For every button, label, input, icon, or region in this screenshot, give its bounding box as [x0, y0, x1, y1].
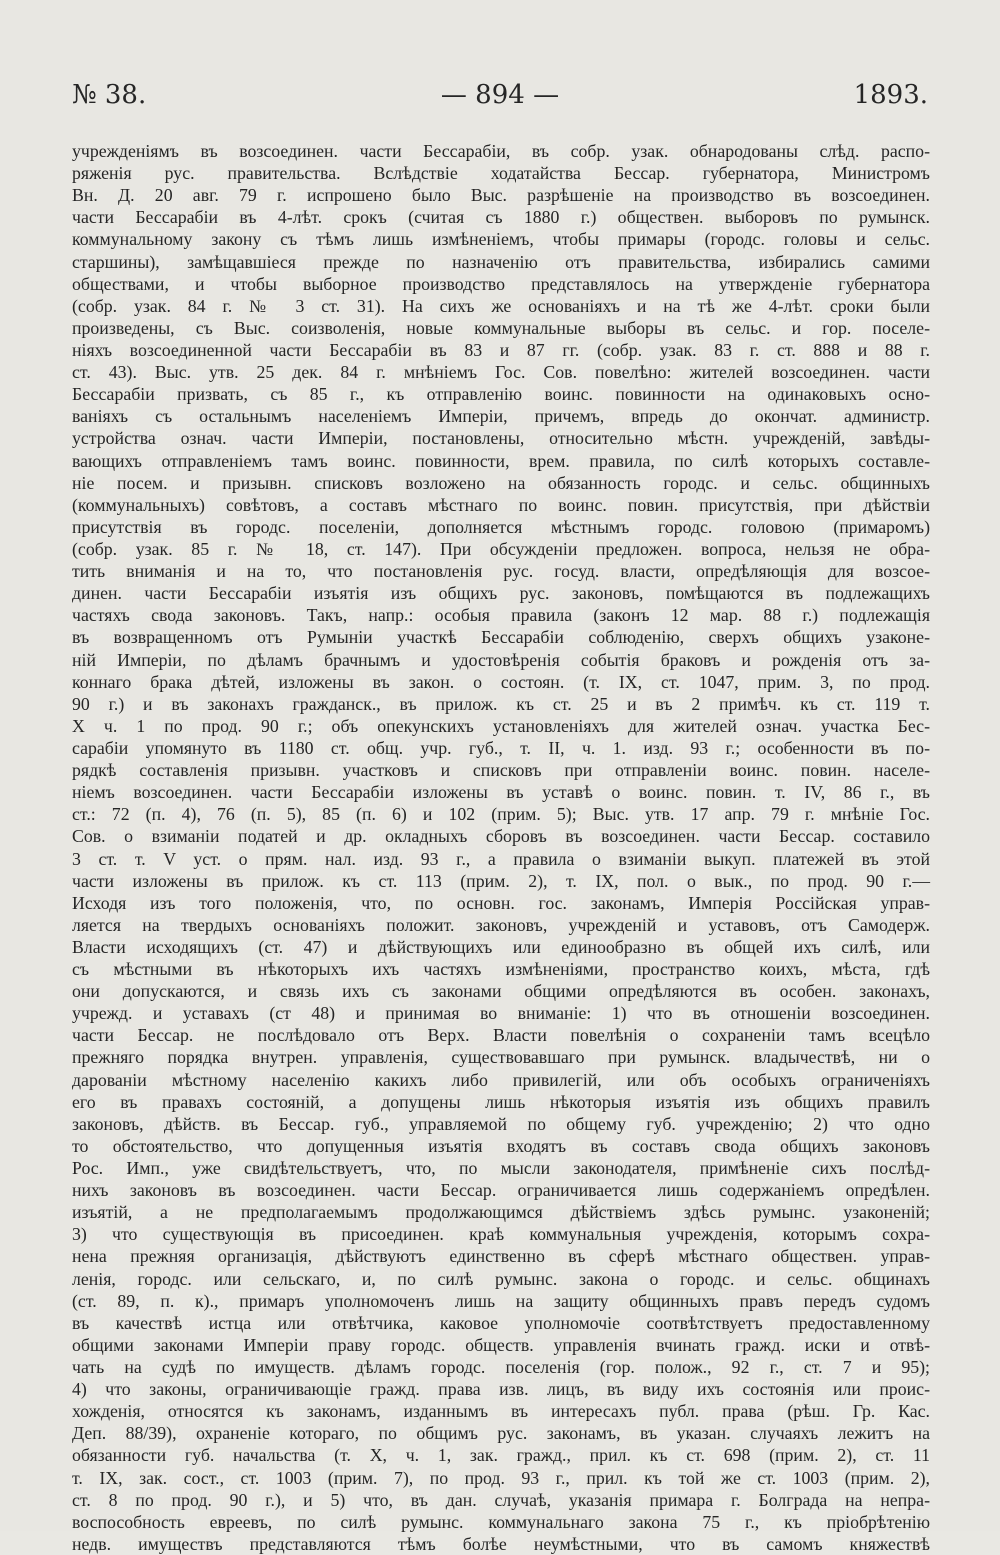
text-line: ній Имперіи, по дѣламъ брачнымъ и удостовѣренія событія браковъ и рожденія отъ за-: [72, 649, 930, 670]
text-line: ляется на твердыхъ основаніяхъ положит. законовъ, учрежденій и уставовъ, отъ Самодерж.: [72, 914, 930, 935]
text-line: сарабіи упомянуто въ 1180 ст. общ. учр. губ., т. II, ч. 1. изд. 93 г.; особенности въ по-: [72, 737, 930, 758]
text-line: 90 г.) и въ законахъ гражданск., въ прилож. къ ст. 25 и въ 2 примѣч. къ ст. 119 т.: [72, 693, 930, 714]
text-line: ряженія рус. правительства. Вслѣдствіе ходатайства Бессар. губернатора, Министромъ: [72, 163, 930, 184]
text-line: тить вниманія и на то, что постановленія рус. госуд. власти, опредѣляющія для возсое-: [72, 561, 930, 582]
text-line: ленія, городс. или сельскаго, и, по силѣ румынс. закона о городс. и сельс. общинахъ: [72, 1268, 930, 1289]
text-line: обязанности губ. начальства (т. X, ч. 1, зак. гражд., прил. къ ст. 698 (прим. 2), ст. 11: [72, 1445, 930, 1466]
text-line: X ч. 1 по прод. 90 г.; объ опекунскихъ установленіяхъ для жителей означ. участка Бес-: [72, 715, 930, 736]
text-line: (собр. узак. 85 г. № 18, ст. 147). При обсужденіи предложен. вопроса, нельзя не обра-: [72, 538, 930, 559]
text-line: его въ правахъ состояній, а допущены лишь нѣкоторыя изъятія изъ общихъ правилъ: [72, 1091, 930, 1112]
text-line: Власти исходящихъ (ст. 47) и дѣйствующихъ или единообразно въ общей ихъ силѣ, или: [72, 936, 930, 957]
issue-number: № 38.: [72, 80, 147, 110]
text-line: они допускаются, и связь ихъ съ законами общими опредѣляются въ особен. законахъ,: [72, 981, 930, 1002]
text-line: Вн. Д. 20 авг. 79 г. испрошено было Выс. разрѣшеніе на производство въ возсоединен.: [72, 185, 930, 206]
text-line: прежняго порядка внутрен. управленія, существовавшаго при румынск. владычествѣ, ни о: [72, 1047, 930, 1068]
text-line: съ мѣстными въ нѣкоторыхъ ихъ частяхъ измѣненіями, пространство коихъ, мѣста, гдѣ: [72, 959, 930, 980]
text-line: въ возвращенномъ отъ Румыніи участкѣ Бессарабіи соблюденію, сверхъ общихъ узаконе-: [72, 627, 930, 648]
text-line: дарованіи мѣстному населенію какихъ либо привилегій, или объ особыхъ ограниченіяхъ: [72, 1069, 930, 1090]
text-line: (коммунальныхъ) совѣтовъ, а составъ мѣстнаго по воинс. повин. присутствія, при дѣйствіи: [72, 494, 930, 515]
body-text: [72, 140, 930, 1555]
text-line: хожденія, относятся къ законамъ, изданнымъ въ интересахъ публ. права (рѣш. Гр. Кас.: [72, 1401, 930, 1422]
text-line: Бессарабіи призвать, съ 85 г., къ отправленію воинс. повинности на одинаковыхъ осно-: [72, 384, 930, 405]
text-line: нена прежняя организація, дѣйствуютъ единственно въ сферѣ мѣстнаго обществен. управ-: [72, 1246, 930, 1267]
text-line: чать на судѣ по имуществ. дѣламъ городс. поселенія (гор. полож., 92 г., ст. 7 и 95);: [72, 1357, 930, 1378]
text-line: ст. 43). Выс. утв. 25 дек. 84 г. мнѣніемъ Гос. Сов. повелѣно: жителей возсоединен. части: [72, 362, 930, 383]
text-line: воспособность евреевъ, по силѣ румынс. коммунальнаго закона 75 г., къ пріобрѣтенію: [72, 1511, 930, 1532]
year: 1893.: [853, 80, 928, 110]
text-line: части Бессарабіи въ 4-лѣт. срокъ (считая съ 1880 г.) обществен. выборовъ по румынск.: [72, 207, 930, 228]
text-line: устройства означ. части Имперіи, постановлены, относительно мѣстн. учрежденій, завѣды-: [72, 428, 930, 449]
text-line: ваніяхъ съ остальнымъ населеніемъ Имперіи, причемъ, впредь до окончат. администр.: [72, 406, 930, 427]
text-line: части Бессар. не послѣдовало отъ Верх. Власти повелѣнія о сохраненіи тамъ всецѣло: [72, 1025, 930, 1046]
text-line: въ качествѣ истца или отвѣтчика, каковое уполномочіе соотвѣтствуетъ предоставленному: [72, 1312, 930, 1333]
text-line: произведены, съ Выс. соизволенія, новые коммунальные выборы въ сельс. и гор. поселе-: [72, 317, 930, 338]
page-header: [72, 80, 928, 124]
text-line: частяхъ свода законовъ. Такъ, напр.: особыя правила (законъ 12 мар. 88 г.) подлежащія: [72, 605, 930, 626]
text-line: старшины), замѣщавшіеся прежде по назначенію отъ правительства, избирались самими: [72, 251, 930, 272]
text-line: ст. 8 по прод. 90 г.), и 5) что, въ дан. случаѣ, указанія примара г. Болграда на непра-: [72, 1489, 930, 1510]
text-line: т. IX, зак. сост., ст. 1003 (прим. 7), по прод. 93 г., прил. къ той же ст. 1003 (прим. 2),: [72, 1467, 930, 1488]
text-line: то обстоятельство, что допущенныя изъятія входятъ въ составъ свода общихъ законовъ: [72, 1135, 930, 1156]
text-line: Сов. о взиманіи податей и др. окладныхъ сборовъ въ возсоединен. части Бессар. составило: [72, 826, 930, 847]
text-line: ніе посем. и призывн. списковъ возложено на обязанность городс. и сельс. общинныхъ: [72, 472, 930, 493]
text-line: учрежденіямъ въ возсоединен. части Бессарабіи, въ собр. узак. обнародованы слѣд. распо-: [72, 141, 930, 161]
page-number: — 894 —: [440, 80, 560, 110]
text-line: коннаго брака дѣтей, изложены въ закон. о состоян. (т. IX, ст. 1047, прим. 3, по прод.: [72, 671, 930, 692]
text-line: обществами, и чтобы выборное производство представлялось на утвержденіе губернатора: [72, 273, 930, 294]
text-line: 4) что законы, ограничивающіе гражд. права изв. лицъ, въ виду ихъ состоянія или проис-: [72, 1379, 930, 1400]
text-line: (ст. 89, п. к)., примаръ уполномоченъ лишь на защиту общинныхъ правъ передъ судомъ: [72, 1290, 930, 1311]
text-line: ст.: 72 (п. 4), 76 (п. 5), 85 (п. 6) и 102 (прим. 5); Выс. утв. 17 апр. 79 г. мнѣніе Гос.: [72, 804, 930, 825]
text-line: ніемъ возсоединен. части Бессарабіи изложены въ уставѣ о воинс. повин. т. IV, 86 г., въ: [72, 782, 930, 803]
text-line: динен. части Бессарабіи изъятія изъ общихъ рус. законовъ, помѣщаются въ подлежащихъ: [72, 583, 930, 604]
text-line: коммунальному закону съ тѣмъ лишь измѣненіемъ, чтобы примары (городс. головы и сельс.: [72, 229, 930, 250]
text-line: учрежд. и уставахъ (ст 48) и принимая во вниманіе: 1) что въ отношеніи возсоединен.: [72, 1003, 930, 1024]
text-line: Исходя изъ того положенія, что, по основн. гос. законамъ, Имперія Россійская управ-: [72, 892, 930, 913]
text-line: Деп. 88/39), охраненіе котораго, по общимъ рус. законамъ, въ указан. случаяхъ лежитъ на: [72, 1423, 930, 1444]
text-line: рядкѣ составленія призывн. участковъ и списковъ при отправленіи воинс. повин. населе-: [72, 760, 930, 781]
text-line: недв. имуществъ представляются тѣмъ болѣе неумѣстными, что въ самомъ княжествѣ: [72, 1533, 930, 1554]
text-line: вающихъ отправленіемъ тамъ воинс. повинности, врем. правила, по силѣ которыхъ составле-: [72, 450, 930, 471]
text-line: 3) что существующія въ присоединен. краѣ коммунальныя учрежденія, которымъ сохра-: [72, 1224, 930, 1245]
text-line: ніяхъ возсоединенной части Бессарабіи въ 83 и 87 гг. (собр. узак. 83 г. ст. 888 и 88 г.: [72, 339, 930, 360]
text-line: законовъ, дѣйств. въ Бессар. губ., управляемой по общему губ. учрежденію; 2) что одно: [72, 1113, 930, 1134]
text-line: 3 ст. т. V уст. о прям. нал. изд. 93 г., а правила о взиманіи выкуп. платежей въ этой: [72, 848, 930, 869]
text-line: общими законами Имперіи праву городс. обществ. управленія вчинать гражд. иски и отвѣ-: [72, 1334, 930, 1355]
text-line: Рос. Имп., уже свидѣтельствуетъ, что, по мысли законодателя, примѣненіе сихъ послѣд-: [72, 1158, 930, 1179]
text-line: нихъ законовъ въ возсоединен. части Бессар. ограничивается лишь содержаніемъ опредѣлен.: [72, 1180, 930, 1201]
text-line: (собр. узак. 84 г. № 3 ст. 31). На сихъ же основаніяхъ и на тѣ же 4-лѣт. сроки были: [72, 295, 930, 316]
text-line: присутствія въ городс. поселеніи, дополняется мѣстнымъ городс. головою (примаромъ): [72, 516, 930, 537]
text-line: изъятій, а не предполагаемымъ продолжающимся дѣйствіемъ здѣсь румынс. узаконеній;: [72, 1202, 930, 1223]
text-line: части изложены въ прилож. къ ст. 113 (прим. 2), т. IX, пол. о вык., по прод. 90 г.—: [72, 870, 930, 891]
